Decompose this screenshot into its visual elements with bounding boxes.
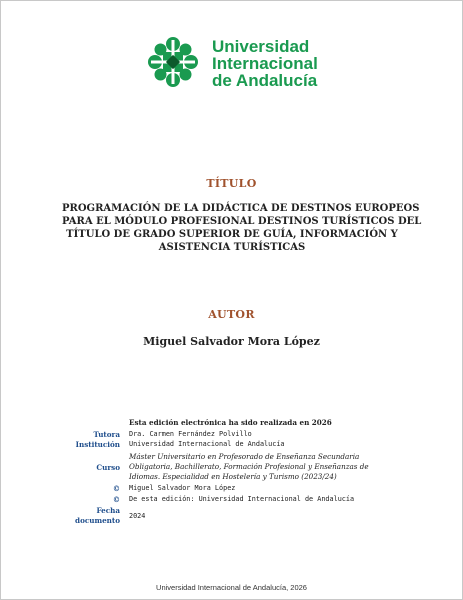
institucion-label: Institución xyxy=(75,440,120,449)
uia-logo-icon xyxy=(147,36,199,88)
copyright-author-value: Miguel Salvador Mora López xyxy=(129,484,236,492)
curso-line: Obligatoria, Bachillerato, Formación Profesional y Enseñanzas de xyxy=(129,462,369,471)
title-line: ASISTENCIA TURÍSTICAS xyxy=(158,242,306,253)
title-section-label: TÍTULO xyxy=(206,177,257,190)
institucion-value: Universidad Internacional de Andalucía xyxy=(129,440,285,448)
copyright-icon: © xyxy=(112,495,120,504)
copyright-edition-value: De esta edición: Universidad Internacional de Andalucía xyxy=(129,495,355,503)
tutora-value: Dra. Carmen Fernández Polvillo xyxy=(129,430,252,438)
curso-label: Curso xyxy=(96,463,120,472)
tutora-label: Tutora xyxy=(93,430,120,439)
university-name-line: Universidad xyxy=(212,37,310,56)
fecha-label-line: documento xyxy=(75,516,120,525)
university-name-line: de Andalucía xyxy=(212,71,318,90)
title-line: PARA EL MÓDULO PROFESIONAL DESTINOS TURÍSTICOS DEL xyxy=(62,216,422,227)
curso-line: Máster Universitario en Profesorado de Enseñanza Secundaria xyxy=(129,452,360,461)
fecha-label-line: Fecha xyxy=(96,506,120,515)
document-title xyxy=(62,202,422,254)
university-name-line: Internacional xyxy=(212,54,318,73)
copyright-icon: © xyxy=(112,484,120,493)
author-section-label: AUTOR xyxy=(208,308,255,321)
title-line: PROGRAMACIÓN DE LA DIDÁCTICA DE DESTINOS EUROPEOS xyxy=(62,203,420,214)
curso-line: Idiomas. Especialidad en Hostelería y Turismo (2023/24) xyxy=(129,472,337,481)
edition-note: Esta edición electrónica ha sido realizada en 2026 xyxy=(129,418,332,427)
page-footer: Universidad Internacional de Andalucía, 2026 xyxy=(156,583,307,592)
university-name xyxy=(212,38,318,89)
author-name: Miguel Salvador Mora López xyxy=(143,335,320,348)
fecha-value: 2024 xyxy=(129,512,146,520)
title-line: TÍTULO DE GRADO SUPERIOR DE GUÍA, INFORMACIÓN Y xyxy=(66,229,398,240)
